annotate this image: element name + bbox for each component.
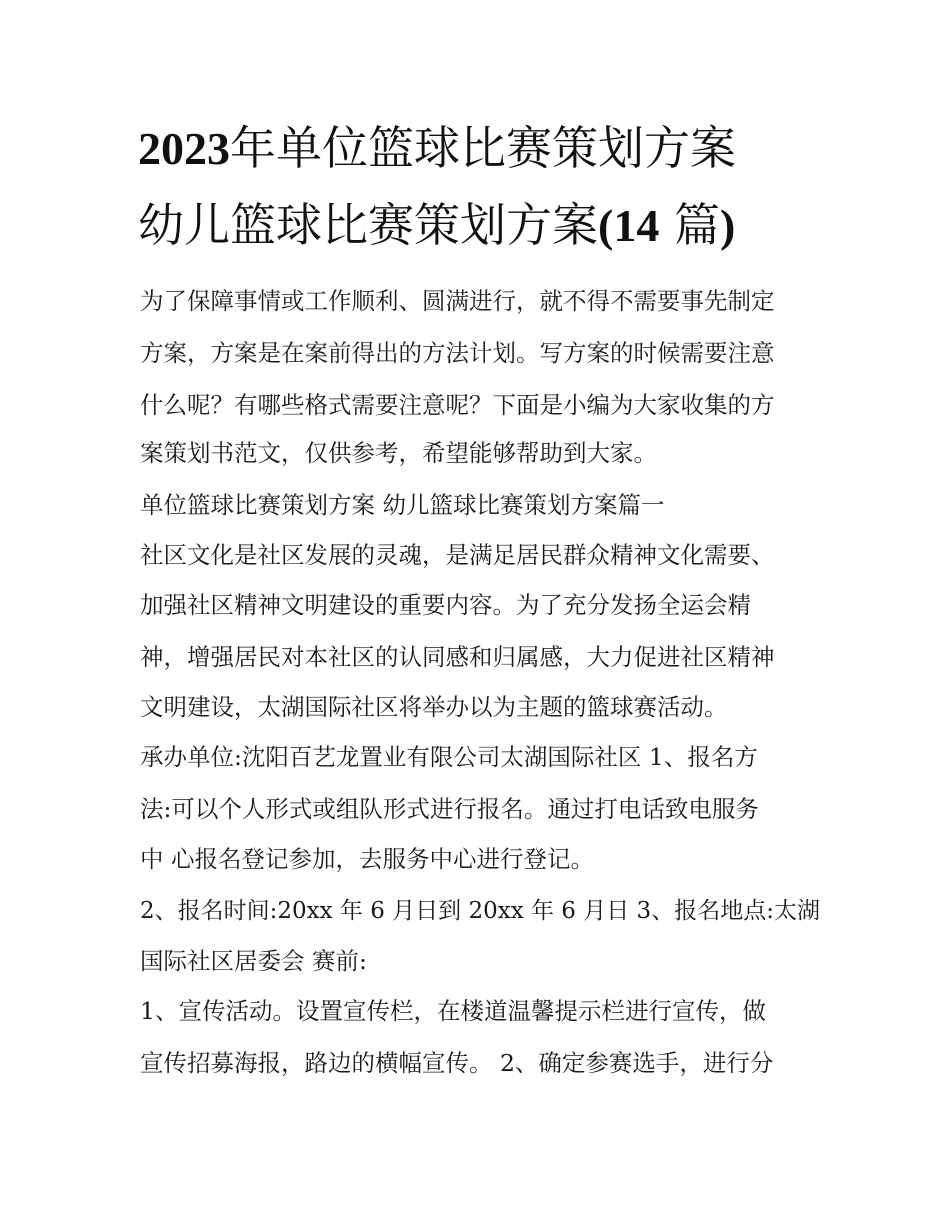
body-line: 文明建设，太湖国际社区将举办以为主题的篮球赛活动。 bbox=[140, 693, 728, 721]
body-line: 承办单位:沈阳百艺龙置业有限公司太湖国际社区 1、报名方 bbox=[140, 743, 758, 771]
title-line-1-text: 年单位篮球比赛策划方案 bbox=[230, 121, 736, 175]
body-line: 案策划书范文，仅供参考，希望能够帮助到大家。 bbox=[140, 439, 657, 467]
body-line: 社区文化是社区发展的灵魂，是满足居民群众精神文化需要、 bbox=[140, 541, 775, 569]
body-line: 中 心报名登记参加，去服务中心进行登记。 bbox=[140, 845, 594, 873]
body-line: 国际社区居委会 赛前: bbox=[140, 947, 367, 975]
document-title-line-1 bbox=[138, 115, 828, 182]
title-line-2-text: 幼儿篮球比赛策划方案 bbox=[138, 198, 598, 252]
body-line: 1、宣传活动。设置宣传栏，在楼道温馨提示栏进行宣传，做 bbox=[140, 997, 766, 1025]
body-line: 方案，方案是在案前得出的方法计划。写方案的时候需要注意 bbox=[140, 339, 775, 367]
section-heading: 单位篮球比赛策划方案 幼儿篮球比赛策划方案篇一 bbox=[140, 491, 665, 519]
body-line: 加强社区精神文明建设的重要内容。为了充分发扬全运会精 bbox=[140, 591, 751, 619]
body-line: 2、报名时间:20xx 年 6 月日到 20xx 年 6 月日 3、报名地点:太湖 bbox=[140, 898, 820, 924]
body-line: 宣传招募海报，路边的横幅宣传。 2、确定参赛选手，进行分 bbox=[140, 1049, 774, 1077]
title-unit: 篇 bbox=[673, 198, 720, 252]
body-line: 神，增强居民对本社区的认同感和归属感，大力促进社区精神 bbox=[140, 643, 775, 671]
title-count: (14 bbox=[598, 200, 660, 251]
body-line: 为了保障事情或工作顺利、圆满进行，就不得不需要事先制定 bbox=[140, 287, 775, 315]
title-close-paren: ) bbox=[719, 200, 736, 251]
title-year: 2023 bbox=[138, 123, 230, 174]
document-title-line-2 bbox=[138, 192, 828, 259]
body-line: 什么呢？有哪些格式需要注意呢？下面是小编为大家收集的方 bbox=[140, 391, 775, 419]
body-line: 法:可以个人形式或组队形式进行报名。通过打电话致电服务 bbox=[140, 795, 759, 823]
